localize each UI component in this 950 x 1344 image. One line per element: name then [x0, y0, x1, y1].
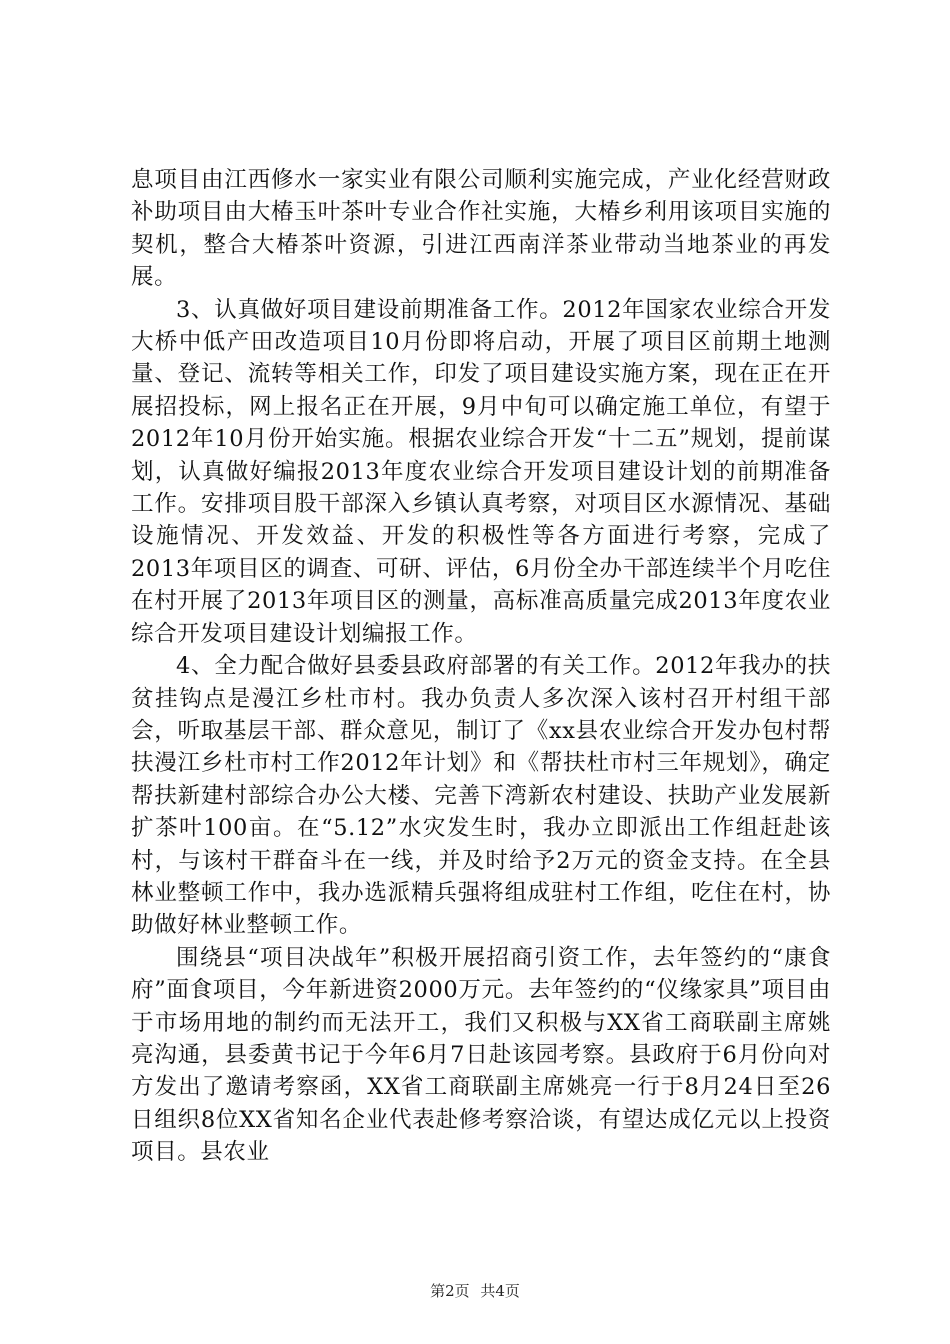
paragraph-continuation: 息项目由江西修水一家实业有限公司顺利实施完成，产业化经营财政补助项目由大椿玉叶茶叶专业合作社实施，大椿乡利用该项目实施的契机，整合大椿茶叶资源，引进江西南洋茶业带动当地茶业的再发展。 [131, 167, 831, 291]
page-number: 第2页 [430, 1282, 470, 1300]
paragraph-item-4: 4、全力配合做好县委县政府部署的有关工作。2012年我办的扶贫挂钩点是漫江乡杜市村。我办负责人多次深入该村召开村组干部会，听取基层干部、群众意见，制订了《xx县农业综合开发办包村帮扶漫江乡杜市村工作2012年计划》和《帮扶杜市村三年规划》，确定帮扶新建村部综合办公大楼、完善下湾新农村建设、扶助产业发展新扩茶叶100亩。在“5.12”水灾发生时，我办立即派出工作组赶赴该村，与该村干群奋斗在一线，并及时给予2万元的资金支持。在全县林业整顿工作中，我办选派精兵强将组成驻村工作组，吃住在村，协助做好林业整顿工作。 [131, 653, 831, 939]
paragraph-item-3: 3、认真做好项目建设前期准备工作。2012年国家农业综合开发大桥中低产田改造项目10月份即将启动，开展了项目区前期土地测量、登记、流转等相关工作，印发了项目建设实施方案，现在正在开展招投标，网上报名正在开展，9月中旬可以确定施工单位，有望于2012年10月份开始实施。根据农业综合开发“十二五”规划，提前谋划，认真做好编报2013年度农业综合开发项目建设计划的前期准备工作。安排项目股干部深入乡镇认真考察，对项目区水源情况、基础设施情况、开发效益、开发的积极性等各方面进行考察，完成了2013年项目区的调查、可研、评估，6月份全办干部连续半个月吃住在村开展了2013年项目区的测量，高标准高质量完成2013年度农业综合开发项目建设计划编报工作。 [131, 296, 831, 647]
page-footer [0, 1280, 950, 1301]
document-body [131, 164, 831, 1169]
paragraph-investment: 围绕县“项目决战年”积极开展招商引资工作，去年签约的“康食府”面食项目，今年新进资2000万元。去年签约的“仪缘家具”项目由于市场用地的制约而无法开工，我们又积极与XX省工商联副主席姚亮沟通，县委黄书记于今年6月7日赴该园考察。县政府于6月份向对方发出了邀请考察函，XX省工商联副主席姚亮一行于8月24日至26日组织8位XX省知名企业代表赴修考察洽谈，有望达成亿元以上投资项目。县农业 [131, 944, 831, 1166]
page-total: 共4页 [480, 1282, 520, 1300]
